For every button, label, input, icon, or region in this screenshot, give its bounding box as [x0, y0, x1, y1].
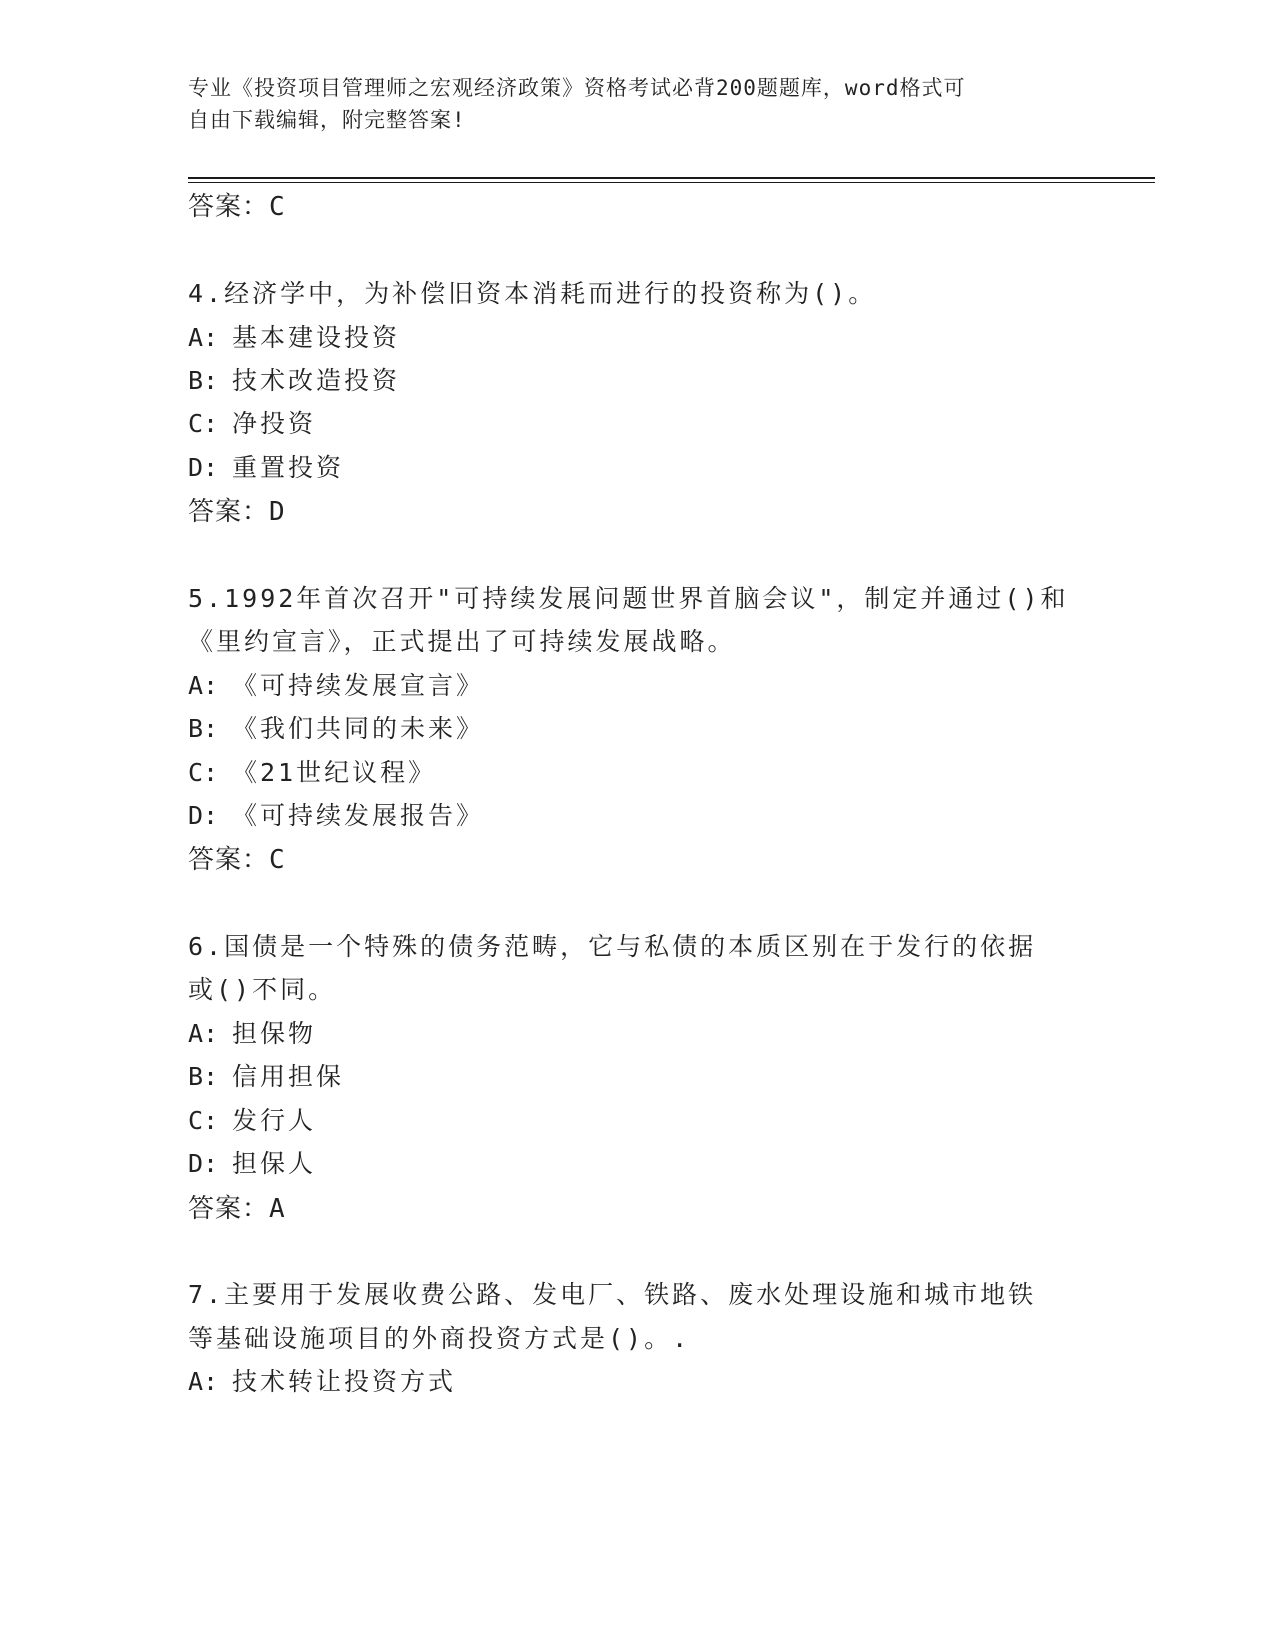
option-letter: C: — [188, 1106, 219, 1135]
option-letter: D: — [188, 1149, 219, 1178]
option-letter: B: — [188, 1062, 219, 1091]
answer-value: D — [269, 497, 286, 527]
option-text: 担保物 — [232, 1019, 317, 1048]
option-text: 发行人 — [232, 1106, 317, 1135]
answer-label: 答案： — [188, 845, 270, 875]
document-header — [188, 72, 1068, 136]
option-letter: C: — [188, 758, 219, 787]
option-letter: B: — [188, 714, 219, 743]
question-7-option-a — [188, 1362, 456, 1398]
option-letter: D: — [188, 801, 219, 830]
option-letter: A: — [188, 671, 219, 700]
question-7-stem-line-1: 7.主要用于发展收费公路、发电厂、铁路、废水处理设施和城市地铁 — [188, 1280, 1037, 1309]
option-text: 信用担保 — [232, 1062, 345, 1091]
option-text: 《可持续发展宣言》 — [232, 671, 485, 700]
answer-value: A — [269, 1194, 286, 1224]
answer-value: C — [269, 845, 286, 875]
answer-line-q6 — [188, 1188, 286, 1225]
option-text: 基本建设投资 — [232, 323, 401, 352]
question-5-option-a — [188, 666, 484, 702]
option-letter: C: — [188, 409, 219, 438]
question-7-stem-line-2: 等基础设施项目的外商投资方式是()。. — [188, 1324, 691, 1353]
option-letter: A: — [188, 323, 219, 352]
answer-line-q5 — [188, 839, 286, 876]
option-letter: A: — [188, 1019, 219, 1048]
question-6-stem-line-1: 6.国债是一个特殊的债务范畴，它与私债的本质区别在于发行的依据 — [188, 932, 1037, 961]
question-6-option-d — [188, 1144, 316, 1180]
question-6-option-b — [188, 1057, 344, 1093]
question-4-option-b — [188, 361, 400, 397]
question-4-option-d — [188, 448, 344, 484]
question-6-stem-line-2: 或()不同。 — [188, 975, 337, 1004]
option-text: 重置投资 — [232, 453, 345, 482]
answer-label: 答案： — [188, 497, 270, 527]
answer-line-q4 — [188, 491, 286, 528]
header-rule-thick — [188, 177, 1155, 179]
question-4-option-c — [188, 404, 316, 440]
question-5-option-d — [188, 796, 484, 832]
header-rule-thin — [188, 182, 1155, 183]
answer-value: C — [269, 192, 286, 222]
question-5-option-b — [188, 709, 484, 745]
header-line-1: 专业《投资项目管理师之宏观经济政策》资格考试必背200题题库，word格式可 — [188, 76, 966, 100]
question-5-stem-line-2: 《里约宣言》，正式提出了可持续发展战略。 — [188, 627, 736, 656]
header-line-2: 自由下载编辑，附完整答案! — [188, 108, 466, 132]
option-text: 《21世纪议程》 — [232, 758, 437, 787]
option-text: 技术改造投资 — [232, 366, 401, 395]
option-text: 净投资 — [232, 409, 317, 438]
answer-label: 答案： — [188, 192, 270, 222]
option-letter: A: — [188, 1367, 219, 1396]
question-4-option-a — [188, 318, 400, 354]
question-6-option-c — [188, 1101, 316, 1137]
question-5-stem-line-1: 5.1992年首次召开"可持续发展问题世界首脑会议"，制定并通过()和 — [188, 584, 1069, 613]
option-text: 《可持续发展报告》 — [232, 801, 485, 830]
option-letter: D: — [188, 453, 219, 482]
question-5-option-c — [188, 753, 436, 789]
question-6-option-a — [188, 1014, 316, 1050]
answer-label: 答案： — [188, 1194, 270, 1224]
option-text: 担保人 — [232, 1149, 317, 1178]
option-text: 《我们共同的未来》 — [232, 714, 485, 743]
question-4-stem: 4.经济学中，为补偿旧资本消耗而进行的投资称为()。 — [188, 279, 877, 308]
option-text: 技术转让投资方式 — [232, 1367, 457, 1396]
option-letter: B: — [188, 366, 219, 395]
answer-line-q3 — [188, 186, 286, 223]
